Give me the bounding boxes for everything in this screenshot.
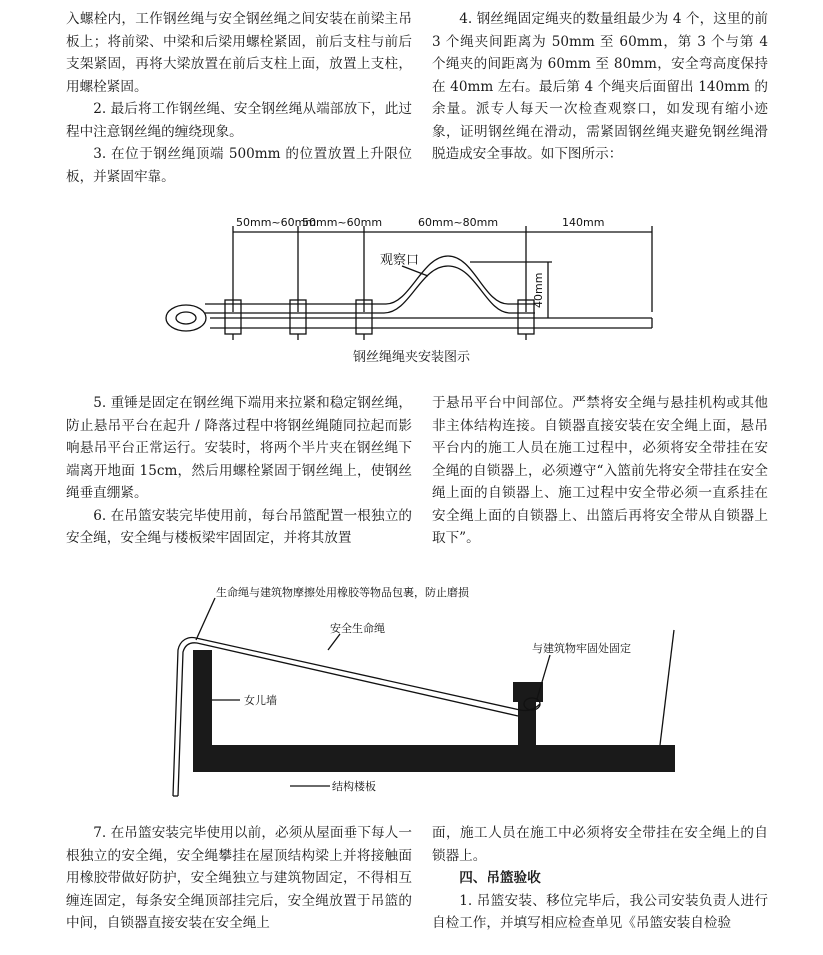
paragraph: 入螺栓内，工作钢丝绳与安全钢丝绳之间安装在前梁主吊板上；将前梁、中梁和后梁用螺栓紧固，前后支柱与前后支架紧固，再将大梁放置在前后支柱上面，放置上支柱，用螺栓紧固。 (66, 11, 412, 95)
paragraph: 1. 吊篮安装、移位完毕后，我公司安装负责人进行自检工作，并填写相应检查单见《吊篮安装自检验 (432, 892, 768, 931)
parapet-label: 女儿墙 (244, 694, 277, 707)
paragraph: 面，施工人员在施工中必须将安全带挂在安全绳上的自锁器上。 (432, 825, 768, 864)
window-label: 观察口 (380, 253, 420, 268)
paragraph: 2. 最后将工作钢丝绳、安全钢丝绳从端部放下，此过程中注意钢丝绳的缠绕现象。 (66, 101, 412, 140)
height-label: 40mm (532, 272, 545, 308)
slab-label: 结构楼板 (332, 780, 376, 793)
paragraph: 4. 钢丝绳固定绳夹的数量组最少为 4 个，这里的前 3 个绳夹间距离为 50mm 至 60mm，第 3 个与第 4 个绳夹的间距离为 60mm 至 80mm，安全弯高度保持在 40mm 左右。最后第 4 个绳夹后面留出 140mm 的余量。派专人每天一次检查观察口，如发现有缩小迹象，证明钢丝绳在滑动，需紧固钢丝绳夹避免钢丝绳滑脱造成安全事故。如下图所示： (432, 11, 768, 162)
paragraph: 7. 在吊篮安装完毕使用以前，必须从屋面垂下每人一根独立的安全绳，安全绳攀挂在屋顶结构梁上并将接触面用橡胶带做好防护，安全绳独立与建筑物固定，不得相互缠连固定，每条安全绳顶部挂完后，安全绳放置于吊篮的中间，自锁器直接安装在安全绳上 (66, 825, 412, 931)
top-note-label: 生命绳与建筑物摩擦处用橡胶等物品包裹，防止磨损 (216, 586, 469, 599)
paragraph: 于悬吊平台中间部位。严禁将安全绳与悬挂机构或其他非主体结构连接。自锁器直接安装在安全绳上面，悬吊平台内的施工人员在施工过程中，必须将安全带挂在安全绳的自锁器上，必须遵守“入篮前先将安全带挂在安全绳上面的自锁器上、施工过程中安全带必须一直系挂在安全绳上面的自锁器上、出篮后再将安全带从自锁器上取下”。 (432, 395, 768, 546)
dim-label-2: 50mm~60mm (302, 216, 383, 229)
paragraph: 3. 在位于钢丝绳顶端 500mm 的位置放置上升限位板，并紧固牢靠。 (66, 146, 412, 185)
paragraph: 6. 在吊篮安装完毕使用前，每台吊篮配置一根独立的安全绳，安全绳与楼板梁牢固固定，并将其放置 (66, 507, 412, 546)
dim-label-3: 60mm~80mm (418, 216, 499, 229)
dim-label-1: 50mm~60mm (236, 216, 317, 229)
section-heading: 四、吊篮验收 (459, 870, 541, 886)
fix-label: 与建筑物牢固处固定 (532, 642, 631, 655)
paragraph: 5. 重锤是固定在钢丝绳下端用来拉紧和稳定钢丝绳，防止悬吊平台在起升 / 降落过程中将钢丝绳随同拉起而影响悬吊平台正常运行。安装时，将两个半片夹在钢丝绳下端离开地面 15cm，然后用螺栓紧固于钢丝绳上，使钢丝绳垂直绷紧。 (66, 395, 412, 501)
text-column-bottom-left (66, 822, 412, 935)
dim-label-4: 140mm (562, 216, 605, 229)
figure-caption: 钢丝绳绳夹安装图示 (352, 350, 470, 365)
rope-label: 安全生命绳 (330, 622, 385, 635)
text-column-bottom-right (432, 822, 768, 935)
